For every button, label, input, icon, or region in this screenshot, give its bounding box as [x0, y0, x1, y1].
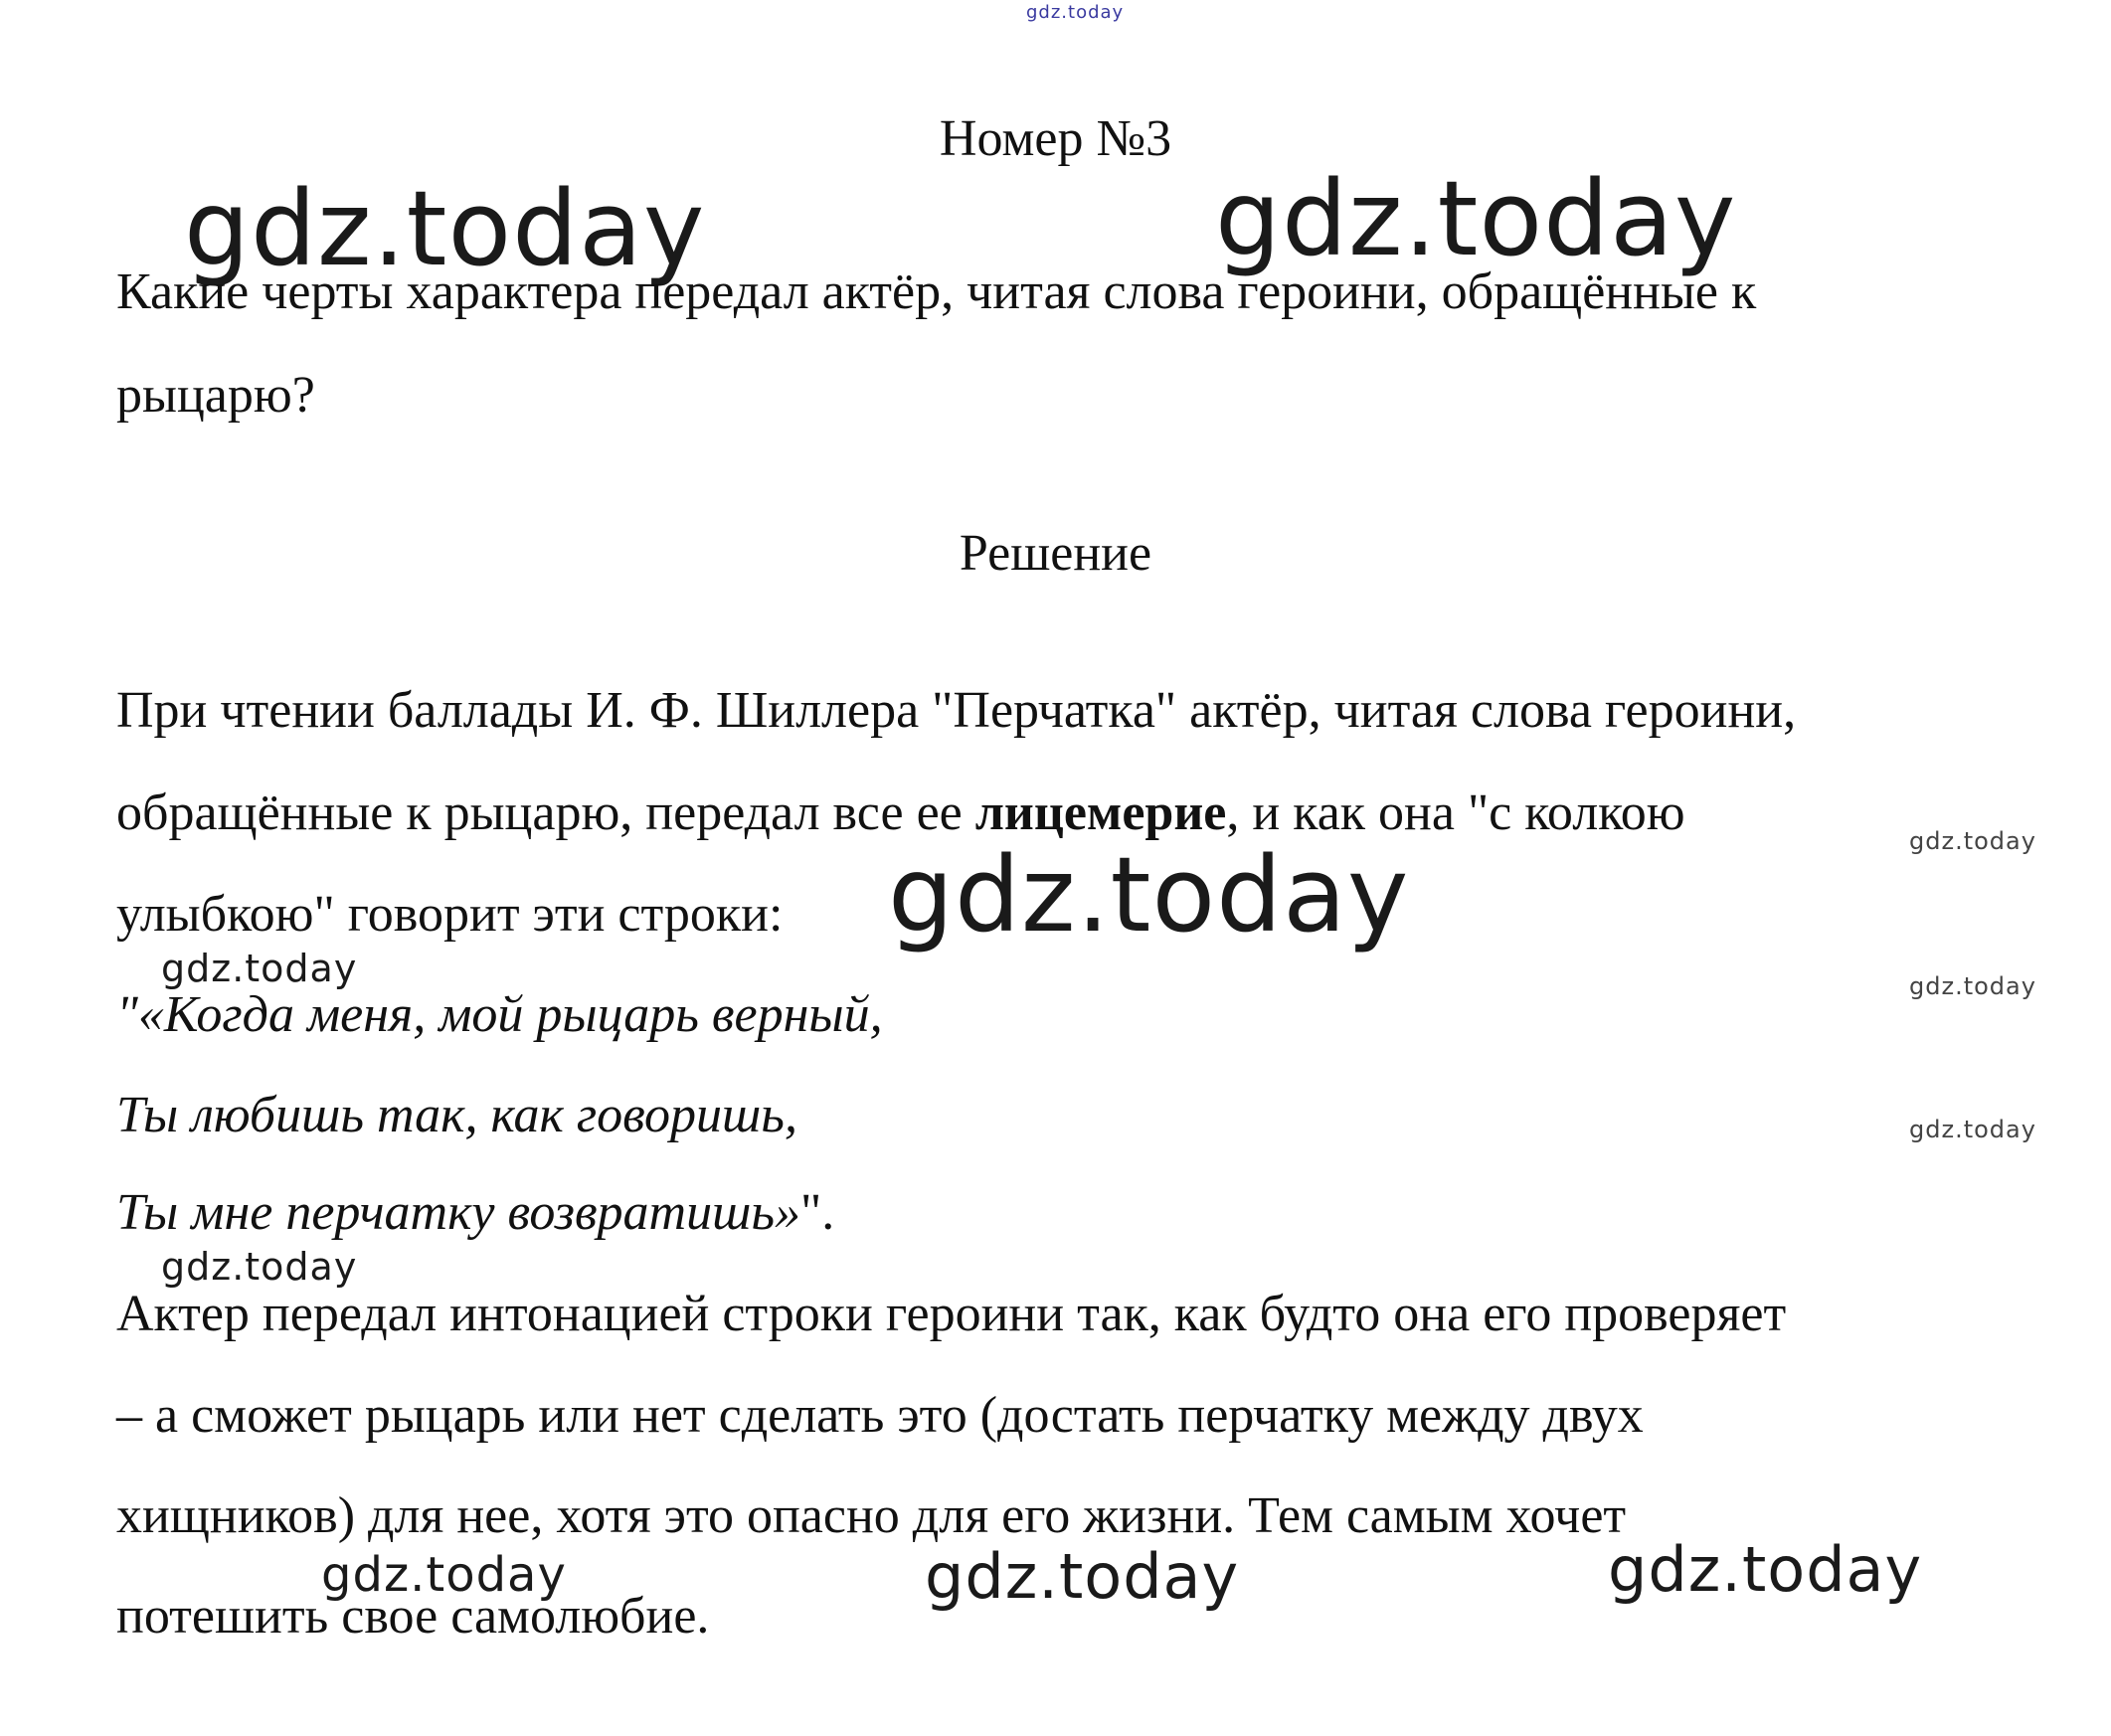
watermark: gdz.today — [925, 1540, 1240, 1613]
page-title: Номер №3 — [939, 110, 1172, 167]
quote-line: Ты любишь так, как говоришь, — [116, 1087, 797, 1143]
top-watermark: gdz.today — [1026, 2, 1125, 23]
paragraph-line: – а сможет рыцарь или нет сделать это (достать перчатку между двух — [116, 1387, 1644, 1444]
watermark: gdz.today — [161, 947, 358, 990]
watermark: gdz.today — [1909, 972, 2036, 1000]
text-segment: обращённые к рыцарю, передал все ее — [116, 784, 975, 841]
paragraph-line: Актер передал интонацией строки героини так, как будто она его проверяет — [116, 1286, 1787, 1342]
paragraph-line: При чтении баллады И. Ф. Шиллера "Перчатка" актёр, читая слова героини, — [116, 682, 1797, 739]
question-line: рыцарю? — [116, 367, 315, 424]
paragraph-line: улыбкою" говорит эти строки: — [116, 886, 784, 943]
quote-line — [116, 1183, 834, 1243]
watermark: gdz.today — [321, 1547, 567, 1603]
watermark: gdz.today — [161, 1245, 358, 1289]
watermark: gdz.today — [1608, 1533, 1923, 1606]
watermark: gdz.today — [184, 168, 706, 289]
watermark: gdz.today — [1215, 158, 1737, 279]
paragraph-line: потешить свое самолюбие. — [116, 1588, 710, 1645]
watermark: gdz.today — [1909, 1116, 2036, 1143]
watermark: gdz.today — [888, 834, 1410, 955]
question-line: Какие черты характера передал актёр, читая слова героини, обращённые к — [116, 263, 1757, 320]
bold-word: лицемерие — [974, 784, 1227, 841]
watermark: gdz.today — [1909, 827, 2036, 855]
solution-heading: Решение — [959, 525, 1152, 582]
text-segment: , и как она "с колкою — [1226, 784, 1685, 841]
paragraph-line: хищников) для нее, хотя это опасно для его жизни. Тем самым хочет — [116, 1487, 1627, 1544]
quote-end: ". — [800, 1184, 835, 1241]
quote-line: "«Когда меня, мой рыцарь верный, — [116, 986, 883, 1043]
quote-text: Ты мне перчатку возвратишь» — [116, 1184, 801, 1241]
